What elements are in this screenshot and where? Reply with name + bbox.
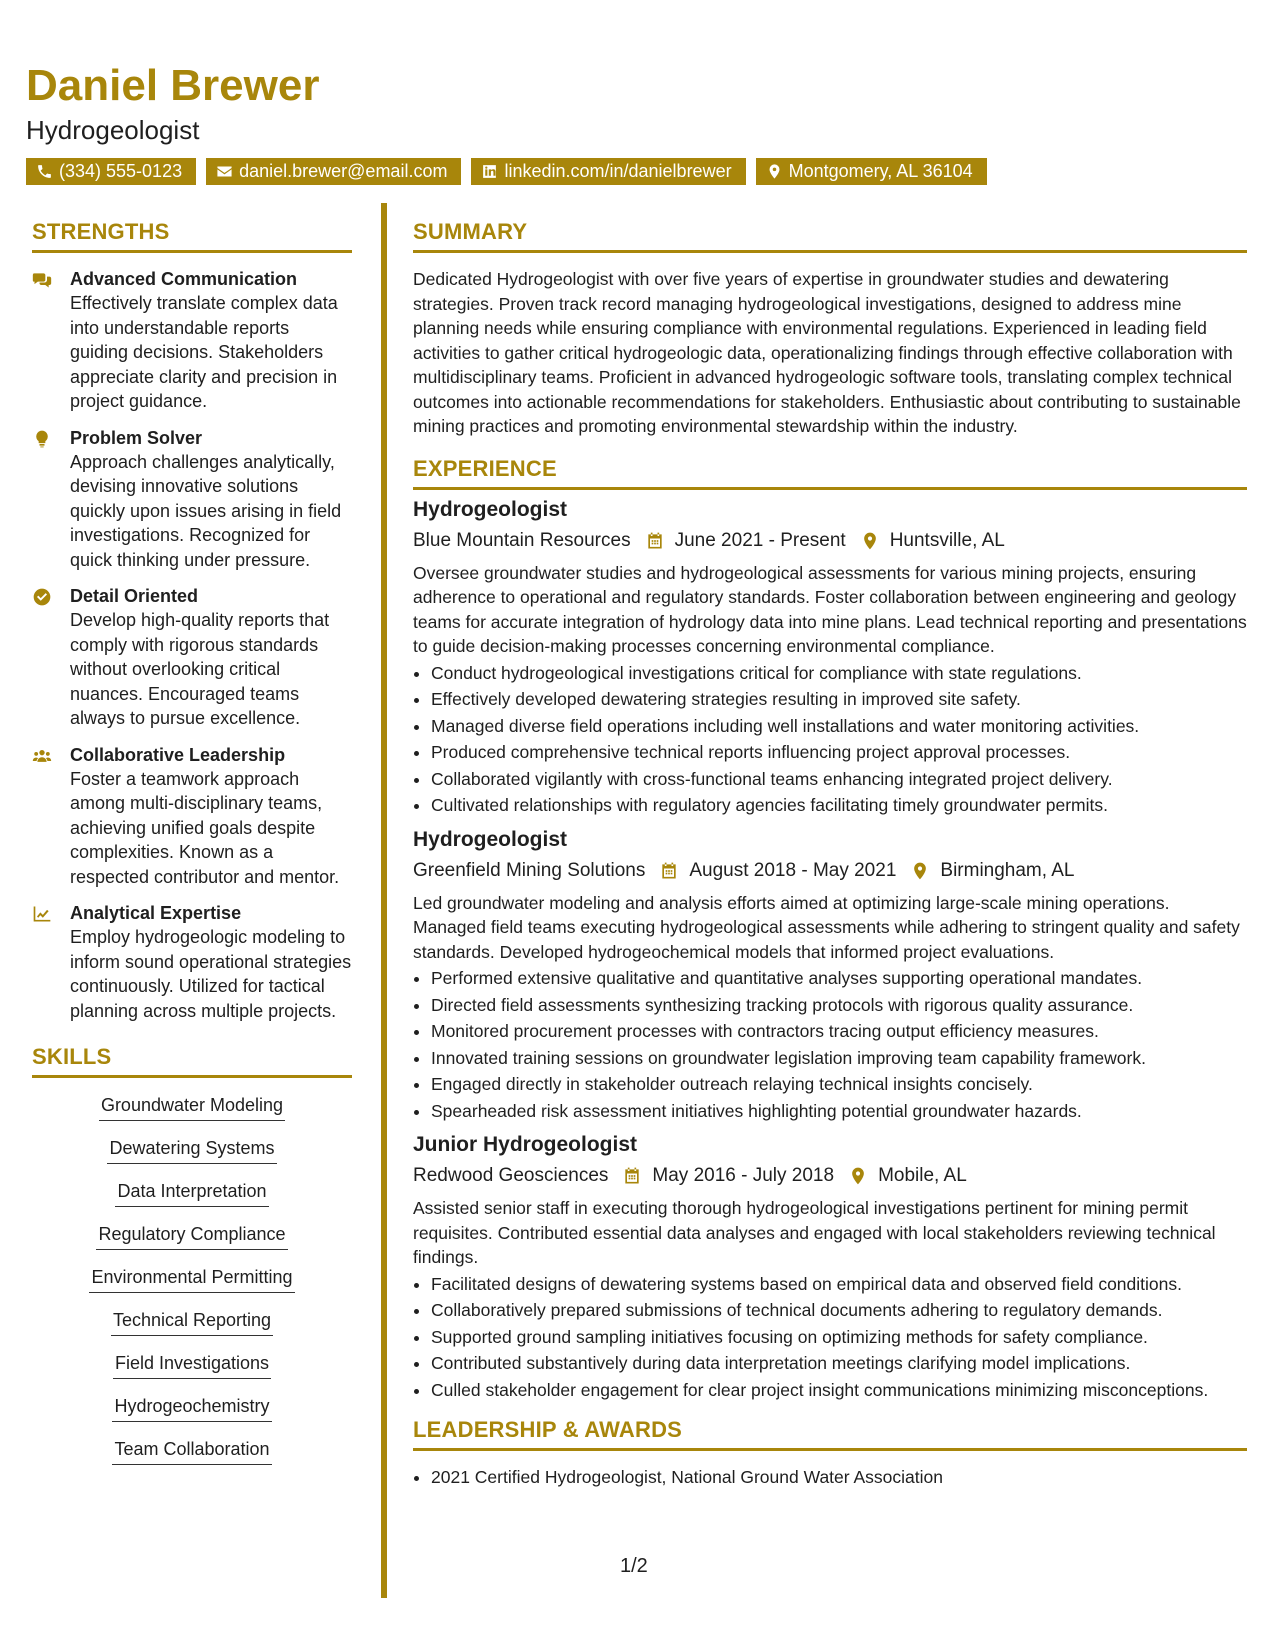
job-meta (413, 527, 1247, 555)
bullet-item: • Performed extensive qualitative and quantitative analyses supporting operational mandates. (431, 966, 1247, 991)
bullet-item: • Effectively developed dewatering strategies resulting in improved site safety. (431, 687, 1247, 712)
bullet-item: • Conduct hydrogeological investigations critical for compliance with state regulations. (431, 661, 1247, 686)
job-dates: June 2021 - Present (674, 529, 846, 551)
contact-linkedin[interactable] (471, 158, 745, 185)
strength-description: Foster a teamwork approach among multi-disciplinary teams, achieving unified goals despite complexities. Known as a respected contributor and mentor. (70, 768, 340, 887)
bullet-item: • Managed diverse field operations including well installations and water monitoring activities. (431, 714, 1247, 739)
strength-title: Advanced Communication (70, 269, 298, 289)
strength-description: Employ hydrogeologic modeling to inform sound operational strategies continuously. Utilized for tactical planning across multiple projects. (70, 927, 352, 1021)
bullet-item: • Contributed substantively during data interpretation meetings clarifying model implications. (431, 1351, 1247, 1376)
right-column (413, 218, 1247, 1492)
awards-list (413, 1465, 1247, 1490)
company-name: Greenfield Mining Solutions (413, 859, 646, 881)
skill-item: Hydrogeochemistry (112, 1393, 271, 1422)
skill-item: Dewatering Systems (107, 1135, 276, 1164)
location-pin-icon (848, 1166, 868, 1186)
strength-title: Analytical Expertise (70, 903, 242, 923)
line-chart-icon (32, 904, 52, 924)
contact-location (756, 158, 987, 185)
lightbulb-icon (32, 429, 52, 449)
job-entry (413, 496, 1247, 818)
job-location: Huntsville, AL (889, 529, 1005, 551)
job-location: Mobile, AL (878, 1165, 967, 1186)
page-number: 1/2 (620, 1555, 648, 1577)
candidate-role: Hydrogeologist (26, 115, 200, 145)
job-description: Assisted senior staff in executing thorough hydrogeological investigations pertinent for mining permit requisites. Contributed essential data analyses and engaged with local stakeholders reviewing technical findings. (413, 1198, 1216, 1267)
bullet-item: • Spearheaded risk assessment initiatives highlighting potential groundwater hazards. (431, 1099, 1247, 1124)
contact-email-text: daniel.brewer@email.com (239, 161, 448, 181)
strengths-heading: STRENGTHS (32, 218, 352, 253)
strength-item (32, 584, 352, 731)
job-description: Led groundwater modeling and analysis efforts aimed at optimizing large-scale mining operations. Managed field teams executing hydrogeological assessments while adhering to stringent quality and safety standards. Developed hydrogeochemical models that informed project evaluations. (413, 892, 1240, 962)
job-entry (413, 1131, 1247, 1402)
bullet-item: • Supported ground sampling initiatives focusing on optimizing methods for safety compliance. (431, 1325, 1247, 1350)
bullet-item: • Monitored procurement processes with contractors tracing output efficiency measures. (431, 1019, 1247, 1044)
envelope-icon (216, 163, 233, 180)
contact-linkedin-text: linkedin.com/in/danielbrewer (504, 161, 732, 181)
skill-item: Groundwater Modeling (99, 1092, 285, 1121)
linkedin-icon (481, 163, 498, 180)
job-description: Oversee groundwater studies and hydrogeological assessments for various mining projects, ensuring adherence to operational and regulatory standards. Foster collaboration between engineering and geology teams for accurate integration of hydrology data into mine plans. Lead technical reporting and presentations to guide decision-making processes concerning environmental compliance. (413, 562, 1247, 656)
bullet-item: • Collaboratively prepared submissions of technical documents adhering to regulatory demands. (431, 1298, 1247, 1323)
summary-text: Dedicated Hydrogeologist with over five years of expertise in groundwater studies and dewatering strategies. Proven track record managing hydrogeological investigations, designed to address mine planning needs while ensuring compliance with environmental regulations. Experienced in leading field activities to gather critical hydrogeologic data, operationalizing findings through effective collaboration with multidisciplinary teams. Proficient in advanced hydrogeologic software tools, translating complex technical outcomes into actionable recommendations for stakeholders. Enthusiastic about contributing to sustainable mining practices and promoting environmental stewardship within the industry. (413, 269, 1241, 436)
job-dates: August 2018 - May 2021 (689, 859, 897, 881)
strength-title: Problem Solver (70, 427, 203, 448)
experience-heading: EXPERIENCE (413, 455, 1247, 490)
skill-item: Technical Reporting (111, 1307, 273, 1336)
company-name: Blue Mountain Resources (413, 529, 631, 551)
strength-description: Approach challenges analytically, devising innovative solutions quickly upon issues arising in field investigations. Recognized for quick thinking under pressure. (70, 451, 342, 570)
bullet-item: • Directed field assessments synthesizing tracking protocols with rigorous quality assurance. (431, 993, 1247, 1018)
strength-title: Collaborative Leadership (70, 744, 286, 765)
job-location: Birmingham, AL (940, 859, 1075, 881)
check-circle-icon (32, 587, 52, 607)
skill-item: Regulatory Compliance (96, 1221, 287, 1250)
location-pin-icon (860, 531, 880, 551)
award-item: • 2021 Certified Hydrogeologist, National Ground Water Association (431, 1465, 1247, 1490)
skill-item: Field Investigations (113, 1350, 271, 1379)
bullet-item: • Produced comprehensive technical reports influencing project approval processes. (431, 740, 1247, 765)
location-pin-icon (766, 163, 783, 180)
left-column (32, 218, 352, 1479)
strength-item (32, 267, 352, 414)
strength-item (32, 901, 352, 1023)
job-title: Hydrogeologist (413, 497, 568, 521)
calendar-icon (645, 531, 665, 551)
contact-location-text: Montgomery, AL 36104 (788, 161, 973, 181)
skill-item: Data Interpretation (115, 1178, 268, 1207)
job-bullets (413, 966, 1247, 1123)
job-meta (413, 1162, 1247, 1190)
job-title: Hydrogeologist (413, 827, 568, 851)
contact-bar (26, 158, 1256, 185)
summary-heading: SUMMARY (413, 218, 1247, 253)
job-dates: May 2016 - July 2018 (652, 1165, 835, 1186)
skill-item: Team Collaboration (112, 1436, 271, 1465)
job-title: Junior Hydrogeologist (413, 1133, 638, 1156)
job-entry (413, 826, 1247, 1124)
contact-email[interactable] (206, 158, 461, 185)
job-bullets (413, 661, 1247, 818)
company-name: Redwood Geosciences (413, 1165, 609, 1186)
bullet-item: • Culled stakeholder engagement for clear project insight communications minimizing misconceptions. (431, 1378, 1247, 1403)
bullet-item: • Cultivated relationships with regulatory agencies facilitating timely groundwater permits. (431, 793, 1247, 818)
strength-description: Develop high-quality reports that comply with rigorous standards without overlooking critical nuances. Encouraged teams always to pursue excellence. (70, 610, 330, 728)
strength-title: Detail Oriented (70, 586, 199, 606)
strength-item (32, 743, 352, 890)
skills-list (32, 1092, 352, 1479)
bullet-item: • Engaged directly in stakeholder outreach relaying technical insights concisely. (431, 1072, 1247, 1097)
phone-icon (36, 163, 53, 180)
users-icon (32, 746, 52, 766)
strength-description: Effectively translate complex data into understandable reports guiding decisions. Stakeholders appreciate clarity and precision in project guidance. (70, 293, 338, 411)
calendar-icon (659, 861, 679, 881)
column-divider (381, 203, 387, 1598)
awards-heading: LEADERSHIP & AWARDS (413, 1416, 1247, 1451)
resume-header (26, 60, 1256, 185)
job-meta (413, 857, 1247, 885)
calendar-icon (622, 1166, 642, 1186)
contact-phone[interactable] (26, 158, 196, 185)
skill-item: Environmental Permitting (89, 1264, 294, 1293)
bullet-item: • Innovated training sessions on groundwater legislation improving team capability framework. (431, 1046, 1247, 1071)
candidate-name: Daniel Brewer (26, 61, 320, 110)
bullet-item: • Facilitated designs of dewatering systems based on empirical data and observed field conditions. (431, 1272, 1247, 1297)
bullet-item: • Collaborated vigilantly with cross-functional teams enhancing integrated project delivery. (431, 767, 1247, 792)
chat-bubbles-icon (32, 270, 52, 290)
strength-item (32, 426, 352, 573)
skills-heading: SKILLS (32, 1043, 352, 1078)
contact-phone-text: (334) 555-0123 (59, 161, 183, 181)
job-bullets (413, 1272, 1247, 1403)
location-pin-icon (910, 861, 930, 881)
